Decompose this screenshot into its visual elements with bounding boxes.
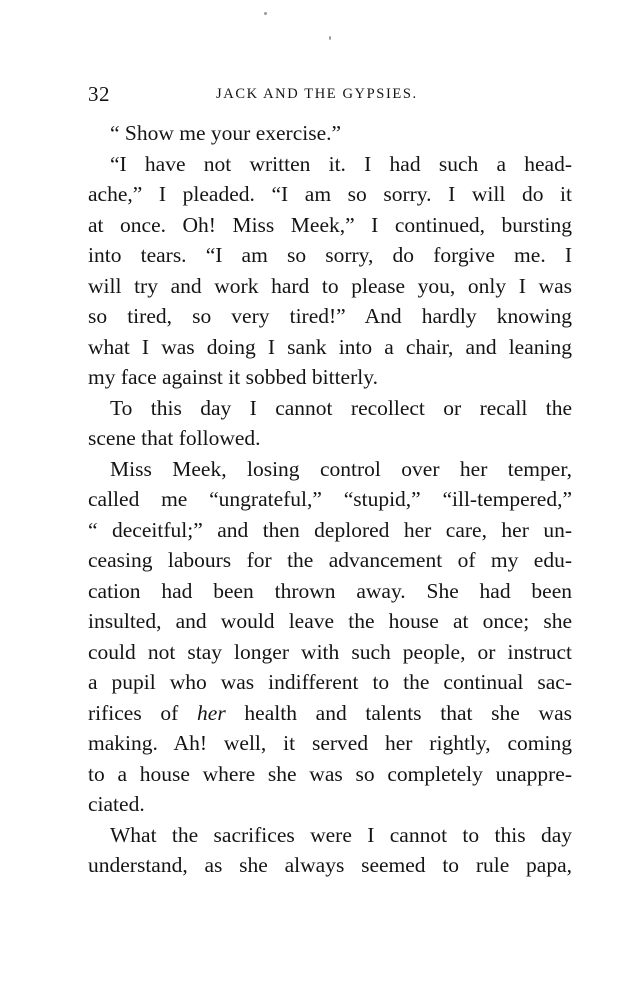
text-line: to a house where she was so completely unappre- (88, 761, 572, 786)
text-line: what I was doing I sank into a chair, and leaning (88, 334, 572, 359)
text-line: To this day I cannot recollect or recall the (110, 395, 572, 420)
text-line: cation had been thrown away. She had been (88, 578, 572, 603)
running-head: JACK AND THE GYPSIES. (216, 86, 418, 102)
print-speck (329, 36, 331, 40)
text-line: into tears. “I am so sorry, do forgive me. I (88, 243, 572, 267)
text-line: a pupil who was indifferent to the continual sac- (88, 670, 572, 694)
text-line: could not stay longer with such people, or instruct (88, 639, 572, 664)
text-line: ciated. (88, 792, 145, 816)
text-line: at once. Oh! Miss Meek,” I continued, bursting (88, 212, 572, 237)
print-speck (264, 12, 267, 15)
text-line: understand, as she always seemed to rule papa, (88, 853, 572, 877)
text-line: will try and work hard to please you, only I was (88, 273, 572, 298)
text-line: What the sacrifices were I cannot to this day (110, 822, 572, 847)
text-segment: health and talents that she was (225, 700, 572, 725)
text-line: ceasing labours for the advancement of my edu- (88, 548, 572, 572)
text-line (88, 698, 572, 729)
text-line: Miss Meek, losing control over her temper, (110, 456, 572, 481)
text-line: “ deceitful;” and then deplored her care, her un- (88, 517, 572, 542)
text-line: insulted, and would leave the house at once; she (88, 609, 572, 633)
text-line: my face against it sobbed bitterly. (88, 365, 378, 389)
text-segment: rifices of (88, 700, 198, 725)
text-line: “ Show me your exercise.” (110, 121, 342, 145)
text-line: scene that followed. (88, 426, 261, 450)
page-number: 32 (88, 82, 110, 106)
text-line: so tired, so very tired!” And hardly knowing (88, 304, 572, 328)
text-line: called me “ungrateful,” “stupid,” “ill-tempered,” (88, 487, 572, 511)
text-line: ache,” I pleaded. “I am so sorry. I will do it (88, 182, 572, 206)
text-line: making. Ah! well, it served her rightly, coming (88, 731, 572, 755)
text-line: “I have not written it. I had such a head- (110, 151, 572, 176)
italic-word: her (197, 700, 226, 725)
page-header (88, 82, 570, 106)
body-text (88, 118, 572, 881)
